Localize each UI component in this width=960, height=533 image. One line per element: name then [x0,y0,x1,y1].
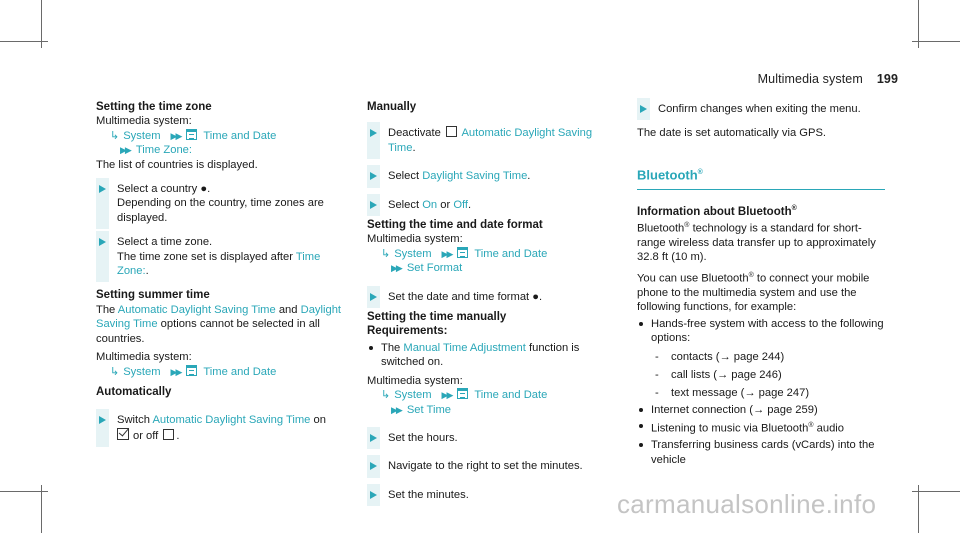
path-system: System [123,129,161,142]
menu-path [367,247,615,261]
double-chevron-icon: ▶▶ [391,404,401,415]
text: Switch [117,414,150,427]
text: Set the hours. [388,431,458,444]
step-text: Select a country [117,183,198,196]
list-item [637,419,885,436]
step-text: . [145,265,149,278]
return-arrow-icon: ↳ [381,389,391,402]
link-dst: Daylight Saving Time [96,303,342,331]
step-confirm [637,102,885,116]
page-number: 199 [876,72,898,86]
triangle-right-icon [99,185,106,193]
text: Select [388,198,420,211]
function-list [637,317,885,467]
bullet-symbol: ●. [532,290,543,303]
requirements-label: Requirements: [367,325,448,338]
heading-manually: Manually [367,101,417,113]
step-set-hours [367,431,615,445]
bullet-icon [639,424,643,428]
text: Confirm changes when exiting the menu. [658,103,861,115]
triangle-right-icon [370,434,377,442]
column-1 [96,100,344,443]
text: Deactivate [388,127,441,140]
step-select-timezone [96,235,344,278]
text: to connect your mobile phone to the multimedia system and use the following functions, for example: [637,272,870,314]
multimedia-system-label: Multimedia system: [96,351,192,364]
multimedia-system-label: Multimedia system: [367,374,463,387]
text: The [96,303,116,316]
path-time-date: Time and Date [203,129,277,142]
path-time-zone: Time Zone: [135,144,193,157]
list-item [637,403,885,417]
paragraph: The list of countries is displayed. [96,158,258,171]
triangle-right-icon [370,129,377,137]
triangle-right-icon [370,491,377,499]
crop-mark [912,41,960,42]
text: You can use Bluetooth [637,272,749,285]
section-title-bluetooth [637,166,885,190]
menu-path [96,143,344,157]
text: Listening to music via Bluetooth [651,422,809,435]
step-deactivate: Deactivate Automatic Daylight Saving Time. [367,126,615,155]
text: technology is a standard for short-range wireless data transfer up to approximately 32.8 ft (10 m). [637,222,876,264]
list-item [651,368,885,382]
return-arrow-icon: ↳ [110,365,120,378]
link-auto-dst: Automatic Daylight Saving Time [152,414,311,427]
path-system: System [394,247,432,260]
text: Set the date and time format [388,290,530,303]
step-set-minutes [367,488,615,502]
double-chevron-icon: ▶▶ [441,390,452,401]
menu-path [367,403,615,417]
crop-mark [918,485,919,533]
triangle-right-icon [99,238,106,246]
bullet-icon [639,443,643,447]
calendar-icon [457,247,468,258]
link-dst: Daylight Saving Time [422,170,528,183]
text: audio [816,422,844,435]
menu-path [367,261,615,275]
link-contacts: contacts (→ page 244) [671,350,785,363]
registered-mark: ® [808,422,814,430]
checkbox-empty-icon [446,126,457,137]
step-text: Depending on the country, time zones are displayed. [117,197,324,224]
text: Bluetooth [637,222,685,235]
column-3 [637,100,885,467]
path-set-format: Set Format [406,262,463,275]
list-item [651,386,885,400]
registered-mark: ® [748,271,754,279]
multimedia-system-label: Multimedia system: [367,233,463,246]
multimedia-system-label: Multimedia system: [96,115,192,128]
path-time-date: Time and Date [474,389,548,402]
link-on: On [422,198,438,211]
link-manual-adjust: Manual Time Adjustment [403,341,526,354]
step-text: The time zone set is displayed after [117,250,293,263]
triangle-right-icon [370,201,377,209]
checkbox-empty-icon [163,429,174,440]
return-arrow-icon: ↳ [110,129,120,142]
menu-path [96,129,344,143]
text: Internet connection (→ page 259) [651,403,818,416]
step-bar [367,122,380,159]
return-arrow-icon: ↳ [381,247,391,260]
path-set-time: Set Time [406,403,451,416]
path-system: System [123,365,161,378]
triangle-right-icon [640,105,647,113]
registered-mark: ® [684,221,690,229]
text: and [278,303,298,316]
crop-mark [41,485,42,533]
text: Bluetooth [637,167,698,183]
dash-icon: - [655,368,659,381]
double-chevron-icon: ▶▶ [391,263,401,274]
bullet-symbol: ●. [200,183,211,196]
step-navigate [367,459,615,473]
paragraph: The date is set automatically via GPS. [637,127,827,140]
calendar-icon [186,365,197,376]
text: Hands-free system with access to the following options: [651,317,884,345]
link-off: Off [453,198,469,211]
list-item [367,341,615,370]
step-text: Select a time zone. [117,236,213,249]
step-select-on-off: Select On or Off. [367,198,615,212]
path-time-date: Time and Date [203,365,277,378]
heading-time-zone: Setting the time zone [96,101,212,113]
text: Select [388,170,420,183]
link-auto-dst: Automatic Daylight Saving Time [117,303,276,316]
step-select-country [96,182,344,225]
requirements-list [367,341,615,370]
text: Transferring business cards (vCards) into the vehicle [651,439,875,466]
triangle-right-icon [370,462,377,470]
double-chevron-icon: ▶▶ [120,145,130,156]
link-time-zone: Time Zone: [117,250,321,278]
text: Information about Bluetooth [637,205,792,218]
heading-summer-time: Setting summer time [96,289,210,302]
dash-icon: - [655,350,659,363]
heading-date-format: Setting the time and date format [367,219,543,232]
path-system: System [394,389,432,402]
header-title: Multimedia system [757,72,863,86]
text: or [440,198,451,211]
menu-path [367,388,615,402]
link-call-lists: call lists (→ page 246) [671,368,782,381]
text: Set the minutes. [388,488,469,501]
bullet-icon [639,322,643,326]
heading-bluetooth-info [637,202,885,219]
link-text-message: text message (→ page 247) [671,387,810,400]
double-chevron-icon: ▶▶ [441,248,452,259]
text: or off [133,429,159,442]
calendar-icon [186,129,197,140]
step-switch-auto: Switch Automatic Daylight Saving Time on or off . [96,413,344,443]
list-item [651,350,885,364]
list-item [637,438,885,467]
step-set-format [367,290,615,304]
crop-mark [0,41,48,42]
calendar-icon [457,388,468,399]
checkbox-checked-icon [117,428,129,440]
heading-automatically: Automatically [96,385,172,398]
text: function is switched on. [381,341,580,369]
column-2 [367,100,615,502]
link-auto-dst: Automatic Daylight Saving Time [388,127,593,154]
text: The [381,341,401,354]
triangle-right-icon [370,293,377,301]
crop-mark [0,491,48,492]
triangle-right-icon [99,416,106,424]
crop-mark [912,491,960,492]
bullet-icon [369,346,373,350]
watermark: carmanualsonline.info [617,489,877,519]
step-bar [96,409,109,447]
triangle-right-icon [370,172,377,180]
text: on [313,414,326,427]
text: options cannot be selected in all countries. [96,318,320,345]
double-chevron-icon: ▶▶ [170,366,181,377]
text: Navigate to the right to set the minutes. [388,460,583,473]
paragraph [96,303,344,346]
sub-list [651,350,885,401]
paragraph [637,269,885,315]
menu-path [96,365,344,379]
heading-time-manually: Setting the time manually [367,311,507,324]
double-chevron-icon: ▶▶ [170,130,181,141]
step-select-dst: Select Daylight Saving Time. [367,169,615,183]
page-header [758,72,898,86]
paragraph [637,219,885,265]
bullet-icon [639,408,643,412]
list-item [637,317,885,401]
path-time-date: Time and Date [474,247,548,260]
registered-mark: ® [697,168,703,176]
dash-icon: - [655,387,659,400]
registered-mark: ® [791,204,797,212]
